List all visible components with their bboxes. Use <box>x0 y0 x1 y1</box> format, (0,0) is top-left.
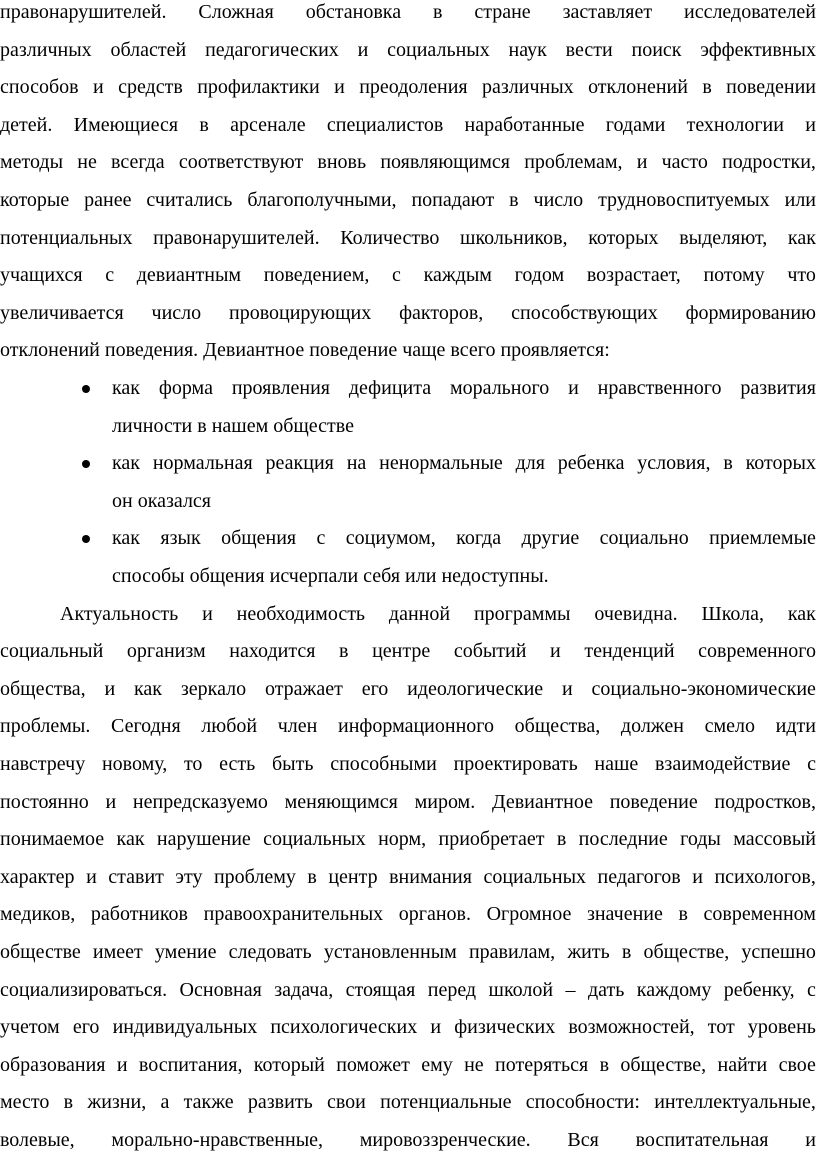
paragraph-line: учетом его индивидуальных психологических и физических возможностей, тот уровень <box>0 1016 816 1039</box>
paragraph-line: характер и ставит эту проблему в центр внимания социальных педагогов и психологов, <box>0 865 816 888</box>
bullet-line: как нормальная реакция на ненормальные для ребенка условия, в которых <box>112 452 816 475</box>
paragraph-line: постоянно и непредсказуемо меняющимся миром. Девиантное поведение подростков, <box>0 790 816 813</box>
paragraph-line: волевые, морально-нравственные, мировоззренческие. Вся воспитательная и <box>0 1129 816 1151</box>
bullet-icon <box>82 385 90 393</box>
paragraph-line: навстречу новому, то есть быть способными проектировать наше взаимодействие с <box>0 753 816 775</box>
bullet-line: как язык общения с социумом, когда другие социально приемлемые <box>112 527 816 550</box>
paragraph-line: которые ранее считались благополучными, попадают в число трудновоспитуемых или <box>0 189 816 211</box>
paragraph-line: увеличивается число провоцирующих факторов, способствующих формированию <box>0 301 816 324</box>
bullet-line: как форма проявления дефицита морального и нравственного развития <box>112 377 816 399</box>
paragraph-line: различных областей педагогических и социальных наук вести поиск эффективных <box>0 38 816 61</box>
bullet-line: он оказался <box>112 489 212 512</box>
paragraph-line: место в жизни, а также развить свои потенциальные способности: интеллектуальные, <box>0 1091 816 1114</box>
bullet-line: личности в нашем обществе <box>112 414 354 437</box>
paragraph-line: социальный организм находится в центре событий и тенденций современного <box>0 640 816 663</box>
paragraph-line: образования и воспитания, который поможет ему не потеряться в обществе, найти свое <box>0 1053 816 1076</box>
paragraph-line: обществе имеет умение следовать установленным правилам, жить в обществе, успешно <box>0 941 816 963</box>
paragraph-line: методы не всегда соответствуют вновь появляющимся проблемам, и часто подростки, <box>0 151 816 174</box>
paragraph-line: детей. Имеющиеся в арсенале специалистов наработанные годами технологии и <box>0 113 816 136</box>
bullet-line: способы общения исчерпали себя или недоступны. <box>112 565 549 587</box>
paragraph-line: потенциальных правонарушителей. Количество школьников, которых выделяют, как <box>0 226 816 249</box>
paragraph-line: медиков, работников правоохранительных органов. Огромное значение в современном <box>0 903 816 926</box>
paragraph-line: общества, и как зеркало отражает его идеологические и социально-экономические <box>0 677 816 700</box>
bullet-icon <box>82 460 90 468</box>
paragraph-line: учащихся с девиантным поведением, с каждым годом возрастает, потому что <box>0 264 816 287</box>
paragraph-line: понимаемое как нарушение социальных норм, приобретает в последние годы массовый <box>0 828 816 851</box>
paragraph-line: правонарушителей. Сложная обстановка в стране заставляет исследователей <box>0 1 816 23</box>
paragraph-line: Актуальность и необходимость данной программы очевидна. Школа, как <box>60 602 816 625</box>
paragraph-line: отклонений поведения. Девиантное поведение чаще всего проявляется: <box>0 339 610 362</box>
paragraph-line: способов и средств профилактики и преодоления различных отклонений в поведении <box>0 76 816 99</box>
bullet-icon <box>82 535 90 543</box>
paragraph-line: социализироваться. Основная задача, стоящая перед школой – дать каждому ребенку, с <box>0 978 816 1001</box>
paragraph-line: проблемы. Сегодня любой член информационного общества, должен смело идти <box>0 715 816 738</box>
